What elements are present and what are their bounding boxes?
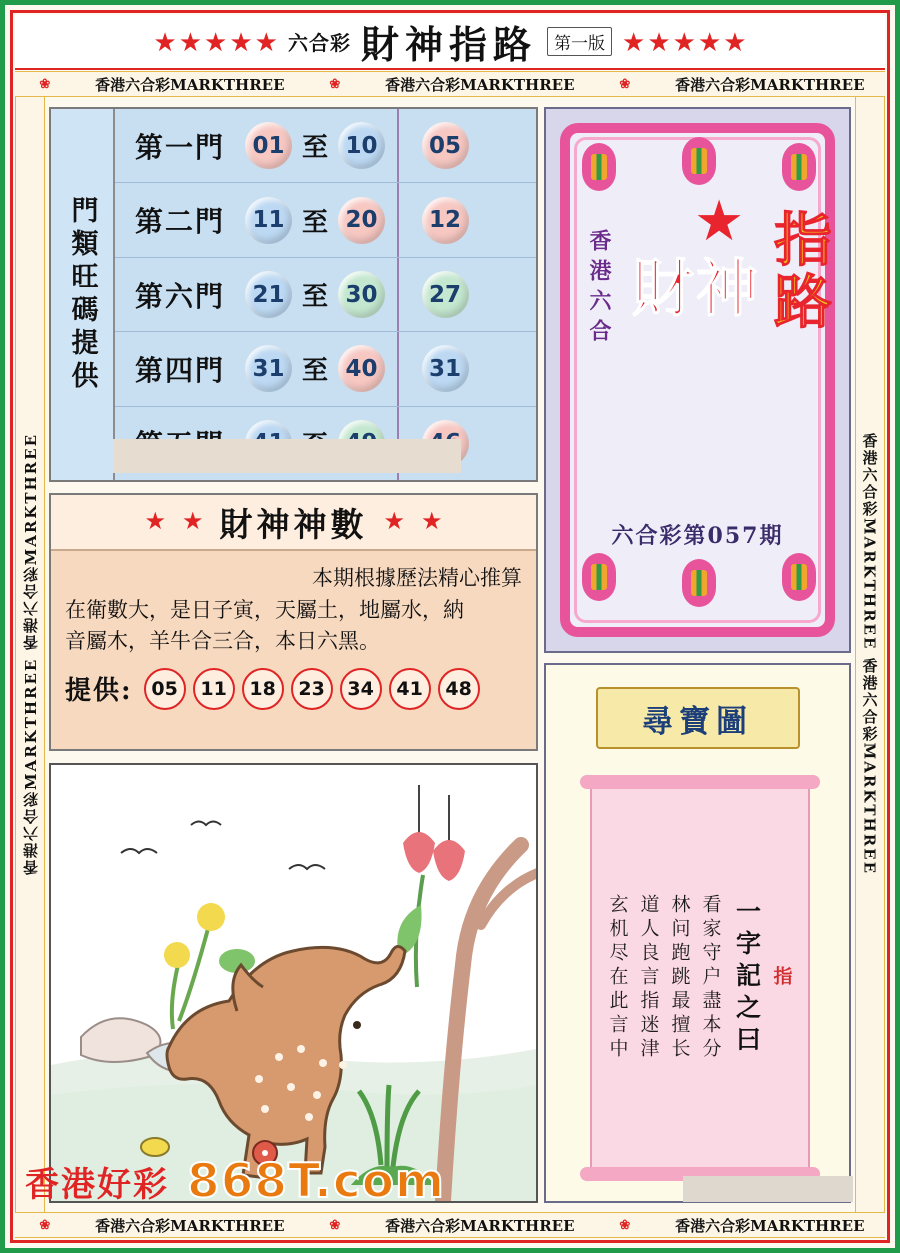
supply-label: 提供: <box>65 676 133 706</box>
star-icon: ★ <box>254 26 278 57</box>
watermark-site: 868T.com <box>187 1153 446 1209</box>
star-icon: ★ <box>647 26 671 57</box>
shenshu-line-2: 在衛數大，是日子寅，天屬土，地屬水，納 <box>65 597 464 622</box>
gate-table-label-text: 門類旺碼提供 <box>66 195 98 394</box>
edition-badge: 第一版 <box>547 27 612 56</box>
treasure-map-panel <box>544 663 851 1203</box>
scroll-column: 玄机尽在此言中 <box>606 894 629 1062</box>
scroll-columns <box>602 801 798 1155</box>
gate-name: 第六門 <box>134 279 225 313</box>
star-icon: ★ <box>694 189 745 252</box>
gate-pick-ball: 27 <box>422 271 469 318</box>
shenshu-numbers <box>51 658 536 710</box>
shenshu-line-1: 本期根據歷法精心推算 <box>312 566 522 590</box>
fox-illustration <box>51 765 536 1201</box>
watermark-brand: 香港好彩 <box>25 1164 169 1205</box>
marquee-text: 香港六合彩MARKTHREE <box>95 1216 285 1235</box>
marquee-top <box>15 71 885 97</box>
marquee-text: 香港六合彩MARKTHREE 香港六合彩MARKTHREE <box>21 433 40 876</box>
clover-icon: ❀ <box>619 1217 631 1233</box>
lucky-number: 34 <box>340 668 382 710</box>
star-icon: ★ <box>383 508 406 535</box>
marquee-bottom <box>15 1212 885 1238</box>
gate-from-ball: 01 <box>245 122 292 169</box>
shenshu-body <box>51 551 536 658</box>
gate-from-ball: 21 <box>245 271 292 318</box>
star-icon: ★ <box>723 26 747 57</box>
star-icon: ★ <box>204 26 228 57</box>
gem-icon <box>682 137 716 185</box>
clover-icon: ❀ <box>619 76 631 92</box>
star-icon: ★ <box>622 26 646 57</box>
table-row <box>115 332 536 406</box>
gate-from-ball: 11 <box>245 197 292 244</box>
gate-to-ball: 30 <box>338 271 385 318</box>
clover-icon: ❀ <box>329 76 341 92</box>
marquee-text: 香港六合彩MARKTHREE <box>95 75 285 94</box>
lucky-number: 05 <box>144 668 186 710</box>
gem-icon <box>782 553 816 601</box>
marquee-right <box>855 97 885 1212</box>
gate-pick-cell <box>399 271 491 318</box>
gate-range-separator: 至 <box>302 282 329 313</box>
poster-subtitle: 香港六合 <box>586 229 612 349</box>
clover-icon: ❀ <box>39 76 51 92</box>
scroll-column: 道人良言指迷津 <box>637 894 660 1062</box>
treasure-map-title: 尋寶圖 <box>596 687 800 749</box>
gate-range-separator: 至 <box>302 356 329 387</box>
clover-icon: ❀ <box>39 1217 51 1233</box>
lucky-number: 23 <box>291 668 333 710</box>
header-stars-right <box>622 26 747 57</box>
redacted-bar <box>683 1176 853 1202</box>
star-icon: ★ <box>421 508 443 535</box>
star-icon: ★ <box>153 26 177 57</box>
clover-icon: ❀ <box>329 1217 341 1233</box>
shenshu-header <box>51 495 536 551</box>
gem-icon <box>582 143 616 191</box>
gate-to-ball: 40 <box>338 345 385 392</box>
gate-name: 第二門 <box>134 205 225 239</box>
gate-pick-ball: 31 <box>422 345 469 392</box>
gem-icon <box>682 559 716 607</box>
shenshu-line-3: 音屬木，羊牛合三合，本日六黑。 <box>65 629 380 653</box>
marquee-left <box>15 97 45 1212</box>
gate-table-rows <box>115 109 536 480</box>
gate-name: 第四門 <box>134 353 225 387</box>
gate-table <box>49 107 538 482</box>
illustration-panel <box>49 763 538 1203</box>
gate-range-separator: 至 <box>302 207 329 238</box>
gate-to-ball: 10 <box>338 122 385 169</box>
gate-from-ball: 31 <box>245 345 292 392</box>
header-subtitle: 六合彩 <box>287 31 351 55</box>
gate-pick-cell <box>399 122 491 169</box>
table-row <box>115 109 536 183</box>
lucky-number: 18 <box>242 668 284 710</box>
shenshu-panel <box>49 493 538 751</box>
redacted-bar <box>113 439 461 473</box>
main-content <box>49 103 851 1208</box>
marquee-text: 香港六合彩MARKTHREE <box>385 1216 575 1235</box>
marquee-text: 香港六合彩MARKTHREE <box>675 75 865 94</box>
marquee-text: 香港六合彩MARKTHREE <box>675 1216 865 1235</box>
scroll-column: 看家守户盡本分 <box>699 894 722 1062</box>
page-title: 財神指路 <box>360 22 537 67</box>
gate-range-separator: 至 <box>302 133 329 164</box>
scroll-graphic <box>590 783 810 1173</box>
issue-number: 六合彩第057期 <box>611 523 784 549</box>
poster-title: 財神 <box>632 252 761 325</box>
gate-pick-ball: 05 <box>422 122 469 169</box>
shenshu-title: 財神神數 <box>219 504 368 544</box>
gate-pick-cell <box>399 345 491 392</box>
star-icon: ★ <box>697 26 722 57</box>
gem-icon <box>782 143 816 191</box>
lucky-number: 48 <box>438 668 480 710</box>
poster-title-secondary: 指路 <box>764 209 832 333</box>
gate-pick-cell <box>399 197 491 244</box>
scroll-column: 指 <box>770 966 793 990</box>
gate-pick-ball: 12 <box>422 197 469 244</box>
star-icon: ★ <box>672 26 696 57</box>
header-stars-left <box>153 26 278 57</box>
marquee-text: 香港六合彩MARKTHREE 香港六合彩MARKTHREE <box>860 433 879 876</box>
page-header <box>15 15 885 70</box>
table-row <box>115 258 536 332</box>
scroll-column: 一字記之曰 <box>732 898 762 1058</box>
star-icon: ★ <box>229 26 253 57</box>
gate-name: 第一門 <box>134 130 225 164</box>
star-icon: ★ <box>144 508 166 535</box>
scroll-column: 林问跑跳最擅长 <box>668 894 691 1062</box>
gem-icon <box>582 553 616 601</box>
lucky-number: 11 <box>193 668 235 710</box>
marquee-text: 香港六合彩MARKTHREE <box>385 75 575 94</box>
star-icon: ★ <box>178 26 203 57</box>
gate-table-label <box>51 109 115 480</box>
lucky-number: 41 <box>389 668 431 710</box>
title-poster <box>544 107 851 653</box>
star-icon: ★ <box>181 508 204 535</box>
gate-to-ball: 20 <box>338 197 385 244</box>
table-row <box>115 183 536 257</box>
